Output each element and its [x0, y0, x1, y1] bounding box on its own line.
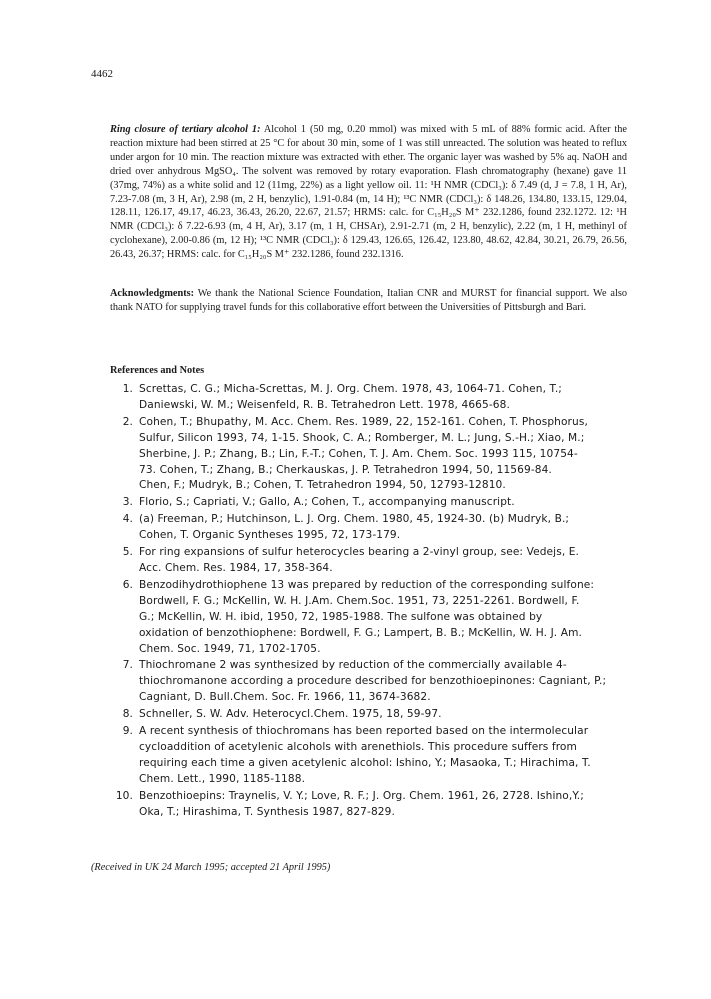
- page-number: 4462: [91, 68, 113, 80]
- reference-text: Schneller, S. W. Adv. Heterocycl.Chem. 1975, 18, 59-97.: [139, 708, 442, 721]
- reference-item: [110, 545, 630, 577]
- acknowledgments-paragraph: [110, 287, 627, 315]
- reference-text: A recent synthesis of thiochromans has been reported based on the intermolecular cycloaddition of acetylenic alcohols with arenethiols. This procedure suffers from requiring each time a given acetylenic alcohol: Ishino, Y.; Masaoka, T.; Hirachima, T. Chem. Lett., 1990, 1185-1188.: [139, 725, 591, 785]
- reference-text: (a) Freeman, P.; Hutchinson, L. J. Org. Chem. 1980, 45, 1924-30. (b) Mudryk, B.; Cohen, T. Organic Syntheses 1995, 72, 173-179.: [139, 513, 570, 542]
- reference-item: [110, 707, 630, 723]
- reference-number: 9.: [122, 725, 133, 738]
- reference-item: [110, 578, 630, 658]
- acknowledgments-runin-title: Acknowledgments:: [110, 288, 195, 299]
- reference-item: [110, 382, 630, 414]
- reference-number: 8.: [122, 708, 133, 721]
- reference-text: Screttas, C. G.; Micha-Screttas, M. J. Org. Chem. 1978, 43, 1064-71. Cohen, T.; Daniewski, W. M.; Weisenfeld, R. B. Tetrahedron Lett. 1978, 4665-68.: [139, 383, 562, 411]
- reference-number: 1.: [122, 383, 133, 395]
- reference-number: 6.: [122, 578, 133, 591]
- references-heading: References and Notes: [110, 365, 205, 376]
- reference-number: 5.: [122, 546, 133, 559]
- reference-number: 10.: [115, 789, 133, 802]
- reference-text: For ring expansions of sulfur heterocycles bearing a 2-vinyl group, see: Vedejs, E. Acc. Chem. Res. 1984, 17, 358-364.: [139, 546, 580, 574]
- reference-text: Benzodihydrothiophene 13 was prepared by reduction of the corresponding sulfone: Bordwell, F. G.; McKellin, W. H. J.Am. Chem.Soc. 1951, 73, 2251-2261. Bordwell, F. G.; McKellin, W. H. ibid, 1950, 72, 1985-1988. The sulfone was obtained by oxidation of benzothiophene: Bordwell, F. G.; Lampert, B. B.; McKellin, W. H. J. Am. Chem. Soc. 1949, 71, 1702-1705.: [139, 578, 595, 655]
- reference-text: Benzothioepins: Traynelis, V. Y.; Love, R. F.; J. Org. Chem. 1961, 26, 2728. Ishino,Y.; Oka, T.; Hirashima, T. Synthesis 1987, 827-829.: [139, 789, 584, 818]
- acknowledgments-body: We thank the National Science Foundation, Italian CNR and MURST for financial support. We also thank NATO for supplying travel funds for this collaborative effort between the Universities of Pittsburgh and Bari.: [110, 288, 627, 313]
- reference-text: Cohen, T.; Bhupathy, M. Acc. Chem. Res. 1989, 22, 152-161. Cohen, T. Phosphorus, Sulfur, Silicon 1993, 74, 1-15. Shook, C. A.; Romberger, M. L.; Jung, S.-H.; Xiao, M.; Sherbine, J. P.; Zhang, B.; Lin, F.-T.; Cohen, T. J. Am. Chem. Soc. 1993 115, 10754- 73. Cohen, T.; Zhang, B.; Cherkauskas, J. P. Tetrahedron 1994, 50, 11569-84. Chen, F.; Mudryk, B.; Cohen, T. Tetrahedron 1994, 50, 12793-12810.: [139, 415, 588, 492]
- reference-number: 2.: [122, 415, 133, 428]
- experimental-paragraph: [110, 123, 627, 262]
- reference-item: [110, 495, 630, 511]
- experimental-runin-title: Ring closure of tertiary alcohol 1:: [110, 124, 261, 135]
- reference-item: [110, 724, 630, 788]
- reference-number: 3.: [122, 496, 133, 509]
- references-list: [110, 382, 630, 821]
- experimental-body: Alcohol 1 (50 mg, 0.20 mmol) was mixed with 5 mL of 88% formic acid. After the reaction mixture had been stirred at 25 °C for about 30 min, some of 1 was still unreacted. The solution was heated to reflux under argon for 10 min. The reaction mixture was extracted with ether. The organic layer was washed by 5% aq. NaOH and dried over anhydrous MgSO₄. The solvent was removed by rotary evaporation. Flash chromatography (hexane) gave 11 (37mg, 74%) as a white solid and 12 (11mg, 22%) as a light yellow oil. 11: ¹H NMR (CDCl₃): δ 7.49 (d, J = 7.8, 1 H, Ar), 7.23-7.08 (m, 3 H, Ar), 2.98 (m, 2 H, benzylic), 1.91-0.84 (m, 14 H); ¹³C NMR (CDCl₃): δ 148.26, 134.80, 133.15, 129.04, 128.11, 126.17, 49.17, 46.23, 36.43, 26.20, 22.67, 21.57; HRMS: calc. for C₁₅H₂₀S M⁺ 232.1286, found 232.1272. 12: ¹H NMR (CDCl₃): δ 7.22-6.93 (m, 4 H, Ar), 3.17 (m, 1 H, CHSAr), 2.91-2.71 (m, 2 H, benzylic), 2.22 (m, 1 H, methinyl of cyclohexane), 2.00-0.86 (m, 12 H); ¹³C NMR (CDCl₃): δ 129.43, 126.65, 126.42, 123.80, 48.62, 42.84, 30.21, 26.79, 26.56, 26.43, 26.37; HRMS: calc. for C₁₅H₂₀S M⁺ 232.1286, found 232.1316.: [110, 124, 627, 261]
- reference-item: [110, 512, 630, 544]
- reference-text: Thiochromane 2 was synthesized by reduction of the commercially available 4- thiochromanone according a procedure described for benzothioepinones: Cagniant, P.; Cagniant, D. Bull.Chem. Soc. Fr. 1966, 11, 3674-3682.: [139, 659, 607, 704]
- received-dates: (Received in UK 24 March 1995; accepted 21 April 1995): [91, 862, 331, 873]
- reference-item: [110, 789, 630, 821]
- reference-item: [110, 658, 630, 706]
- reference-number: 7.: [122, 659, 133, 672]
- reference-number: 4.: [122, 513, 133, 526]
- reference-text: Florio, S.; Capriati, V.; Gallo, A.; Cohen, T., accompanying manuscript.: [139, 496, 515, 509]
- reference-item: [110, 415, 630, 495]
